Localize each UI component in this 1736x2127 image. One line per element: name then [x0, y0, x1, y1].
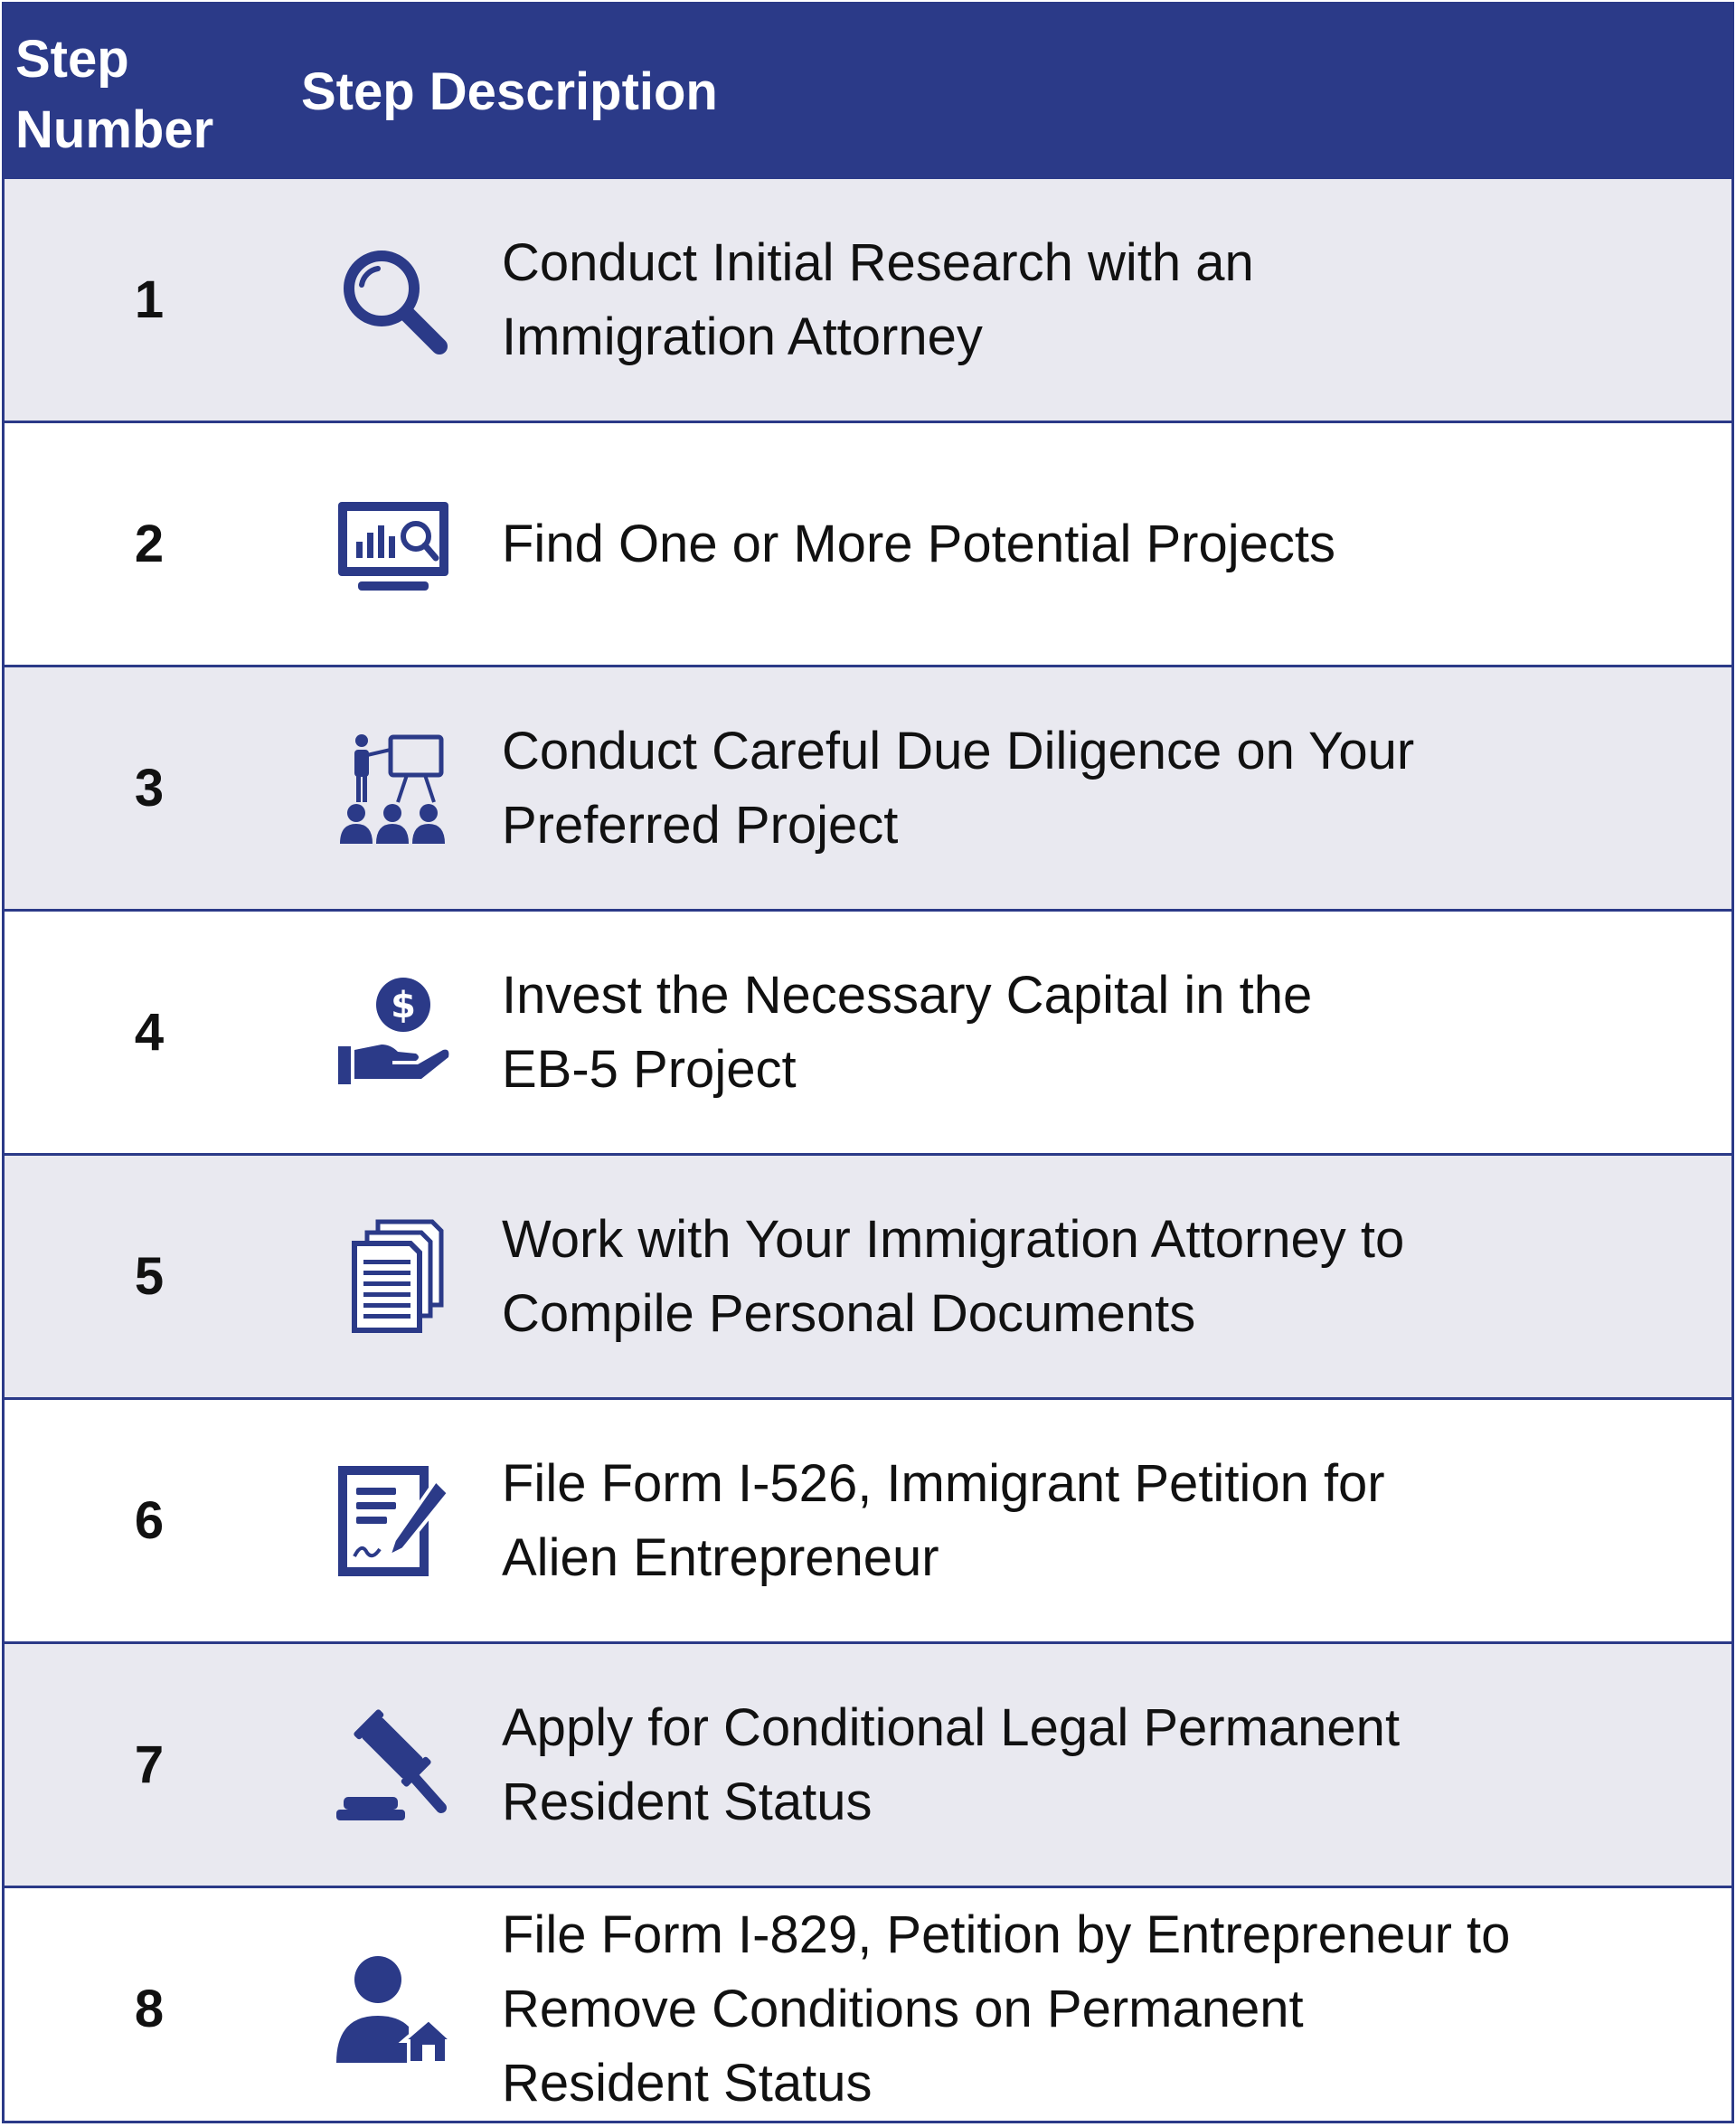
magnifier-icon	[335, 241, 452, 359]
header-step-description: Step Description	[301, 62, 718, 121]
table-row	[5, 909, 1731, 1153]
step-description-line: EB-5 Project	[502, 1039, 797, 1099]
step-description-line: Resident Status	[502, 1772, 873, 1831]
step-description	[502, 912, 1695, 1153]
header-step-number-line1: Step	[15, 30, 129, 89]
step-number: 1	[134, 270, 165, 329]
step-description	[502, 1400, 1695, 1641]
step-description-line: Compile Personal Documents	[502, 1283, 1196, 1343]
table-header	[5, 5, 1731, 176]
step-number: 8	[134, 1980, 165, 2038]
table-row	[5, 1397, 1731, 1641]
step-description-line: Resident Status	[502, 2053, 873, 2113]
hand-dollar-icon	[335, 974, 452, 1092]
table-row	[5, 1886, 1731, 2123]
documents-stack-icon	[335, 1218, 452, 1336]
step-description	[502, 179, 1695, 421]
step-number: 3	[134, 759, 165, 818]
table-row	[5, 665, 1731, 909]
step-number: 5	[134, 1247, 165, 1306]
step-description	[502, 1156, 1695, 1397]
table-row	[5, 421, 1731, 665]
step-description-line: Conduct Initial Research with an	[502, 232, 1254, 292]
monitor-analytics-icon	[335, 486, 452, 603]
step-description-line: Work with Your Immigration Attorney to	[502, 1209, 1405, 1269]
step-description	[502, 1888, 1695, 2123]
signed-form-icon	[335, 1462, 452, 1580]
steps-table	[2, 2, 1734, 2123]
header-step-number	[15, 24, 287, 165]
step-description	[502, 423, 1695, 665]
step-number: 6	[134, 1491, 165, 1550]
table-row	[5, 1153, 1731, 1397]
step-number: 2	[134, 515, 165, 573]
step-description-line: Conduct Careful Due Diligence on Your	[502, 721, 1415, 780]
step-description	[502, 667, 1695, 909]
step-description-line: Apply for Conditional Legal Permanent	[502, 1697, 1401, 1757]
step-description-line: File Form I-526, Immigrant Petition for	[502, 1453, 1385, 1513]
person-home-icon	[335, 1951, 452, 2068]
table-row	[5, 1641, 1731, 1886]
presentation-audience-icon	[335, 730, 452, 847]
table-row	[5, 176, 1731, 421]
step-description-line: Find One or More Potential Projects	[502, 514, 1335, 573]
svg-text:$: $	[391, 984, 416, 1026]
step-description-line: Immigration Attorney	[502, 307, 983, 366]
step-description-line: Preferred Project	[502, 795, 899, 855]
step-description-line: Remove Conditions on Permanent	[502, 1979, 1304, 2038]
gavel-icon	[335, 1706, 452, 1824]
step-description-line: Alien Entrepreneur	[502, 1527, 939, 1587]
step-description-line: File Form I-829, Petition by Entrepreneur to	[502, 1905, 1511, 1964]
step-number: 4	[134, 1003, 165, 1062]
step-description-line: Invest the Necessary Capital in the	[502, 965, 1313, 1025]
step-number: 7	[134, 1735, 165, 1794]
header-step-number-line2: Number	[15, 100, 214, 159]
step-description	[502, 1644, 1695, 1886]
